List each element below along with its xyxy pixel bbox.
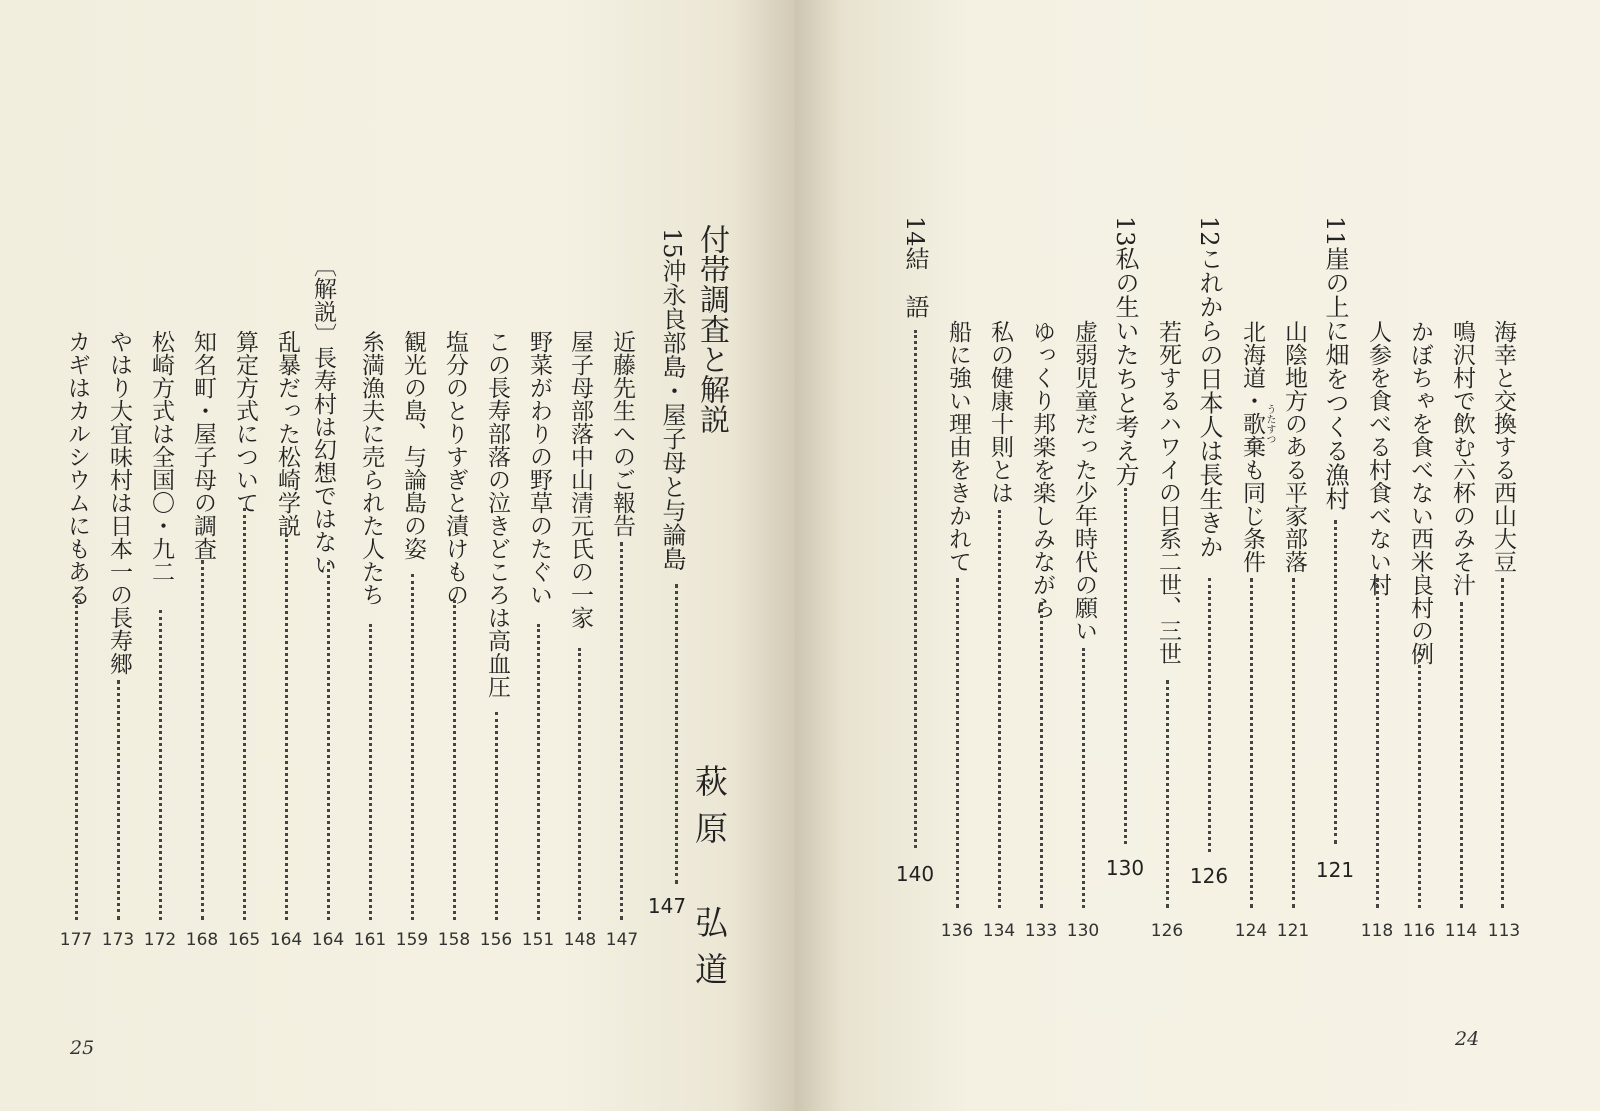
- toc-entry-page: 156: [479, 930, 513, 950]
- toc-leader: [1166, 680, 1169, 908]
- toc-entry-page: 130: [1066, 921, 1100, 941]
- toc-leader: [1376, 578, 1379, 908]
- toc-entry-text: 算定方式について: [232, 330, 258, 514]
- toc-leader: [75, 594, 78, 920]
- toc-entry-text: 塩分のとりすぎと漬けもの: [442, 330, 468, 606]
- toc-entry-page: 126: [1150, 921, 1184, 941]
- toc-entry-text: ゆっくり邦楽を楽しみながら: [1029, 320, 1055, 619]
- toc-leader: [578, 648, 581, 920]
- toc-entry-page: 118: [1360, 921, 1394, 941]
- toc-entry-text: 近藤先生へのご報告: [609, 330, 635, 537]
- toc-entry-page: 161: [353, 930, 387, 950]
- chapter-leader: [1208, 578, 1211, 852]
- chapter-13-page: 130: [1105, 856, 1145, 880]
- toc-entry-text: カギはカルシウムにもある: [64, 330, 90, 606]
- toc-leader: [1460, 602, 1463, 908]
- chapter-leader: [914, 330, 917, 848]
- toc-leader: [453, 600, 456, 920]
- right-page: [795, 0, 1600, 1111]
- chapter-14-page: 140: [895, 862, 935, 886]
- toc-leader: [495, 712, 498, 920]
- toc-entry-text: やはり大宜味村は日本一の長寿郷: [106, 330, 132, 675]
- toc-entry-text: 野菜がわりの野草のたぐい: [526, 330, 552, 606]
- toc-entry-text: 船に強い理由をきかれて: [945, 320, 971, 573]
- chapter-14-title: 14結 語: [901, 216, 929, 319]
- toc-entry-text: 海幸と交換する西山大豆: [1490, 320, 1516, 573]
- chapter-11-page: 121: [1315, 858, 1355, 882]
- toc-leader: [537, 624, 540, 920]
- toc-entry-text: 観光の島、与論島の姿: [400, 330, 426, 560]
- toc-leader: [1501, 578, 1504, 908]
- chapter-leader: [1334, 520, 1337, 844]
- toc-leader: [1082, 648, 1085, 908]
- toc-entry-page: 164: [269, 930, 303, 950]
- chapter-leader: [1124, 488, 1127, 844]
- toc-entry-text: 屋子母部落中山清元氏の一家: [567, 330, 593, 629]
- toc-leader: [956, 578, 959, 908]
- toc-entry-text: 鳴沢村で飲む六杯のみそ汁: [1449, 320, 1475, 596]
- toc-leader: [159, 610, 162, 920]
- toc-leader: [411, 574, 414, 920]
- toc-leader: [201, 560, 204, 920]
- toc-leader: [369, 624, 372, 920]
- toc-entry-page: 148: [563, 930, 597, 950]
- toc-entry-text: 松崎方式は全国〇・九二: [148, 330, 174, 583]
- toc-entry-text: 知名町・屋子母の調査: [190, 330, 216, 560]
- toc-entry-text: 乱暴だった松崎学説: [274, 330, 300, 537]
- chapter-15-title: 15沖永良部島・屋子母と与論島: [658, 228, 686, 571]
- toc-entry-page: 136: [940, 921, 974, 941]
- chapter-12-page: 126: [1189, 864, 1229, 888]
- toc-leader: [1292, 578, 1295, 908]
- toc-leader: [620, 542, 623, 920]
- chapter-12-title: 12これからの日本人は長生きか: [1195, 216, 1223, 559]
- toc-entry-text: 虚弱児童だった少年時代の願い: [1071, 320, 1097, 642]
- toc-entry-page: 121: [1276, 921, 1310, 941]
- toc-entry-text: 私の健康十則とは: [987, 320, 1013, 504]
- author-name: 萩原 弘道: [690, 764, 729, 999]
- toc-entry-text: かぼちゃを食べない西米良村の例: [1407, 320, 1433, 665]
- toc-leader: [243, 508, 246, 920]
- toc-entry-page: 147: [605, 930, 639, 950]
- toc-entry-page: 173: [101, 930, 135, 950]
- ruby-reading: うたすつ: [1264, 404, 1275, 444]
- toc-entry-page: 116: [1402, 921, 1436, 941]
- toc-entry-page: 168: [185, 930, 219, 950]
- page-number-left: 25: [70, 1037, 95, 1059]
- toc-entry-page: 133: [1024, 921, 1058, 941]
- toc-entry-text: 山陰地方のある平家部落: [1281, 320, 1307, 573]
- chapter-15-page: 147: [647, 894, 687, 918]
- toc-leader: [998, 510, 1001, 908]
- toc-entry-page: 134: [982, 921, 1016, 941]
- toc-entry-text: 〔解説〕長寿村は幻想ではない: [310, 254, 336, 576]
- toc-entry-page: 114: [1444, 921, 1478, 941]
- toc-leader: [1418, 652, 1421, 908]
- toc-entry-page: 159: [395, 930, 429, 950]
- toc-leader: [285, 534, 288, 920]
- toc-entry-text: この長寿部落の泣きどころは高血圧: [484, 330, 510, 698]
- toc-entry-page: 158: [437, 930, 471, 950]
- toc-leader: [1250, 578, 1253, 908]
- section-title: 付帯調査と解説: [694, 224, 729, 434]
- chapter-11-title: 11崖の上に畑をつくる漁村: [1321, 216, 1349, 511]
- toc-leader: [117, 680, 120, 920]
- page-number-right: 24: [1455, 1028, 1480, 1050]
- toc-entry-page: 165: [227, 930, 261, 950]
- toc-entry-page: 151: [521, 930, 555, 950]
- toc-entry-page: 172: [143, 930, 177, 950]
- toc-entry-text: 人参を食べる村食べない村: [1365, 320, 1391, 596]
- toc-entry-text: 北海道・歌棄も同じ条件: [1239, 320, 1265, 573]
- toc-entry-text: 若死するハワイの日系二世、三世: [1155, 320, 1181, 665]
- toc-entry-page: 124: [1234, 921, 1268, 941]
- toc-entry-page: 177: [59, 930, 93, 950]
- toc-entry-text: 糸満漁夫に売られた人たち: [358, 330, 384, 606]
- left-page: [0, 0, 795, 1111]
- chapter-13-title: 13私の生いたちと考え方: [1111, 216, 1139, 487]
- toc-entry-page: 113: [1487, 921, 1521, 941]
- toc-leader: [327, 562, 330, 920]
- toc-entry-page: 164: [311, 930, 345, 950]
- chapter-15-leader: [675, 584, 678, 884]
- toc-leader: [1040, 602, 1043, 908]
